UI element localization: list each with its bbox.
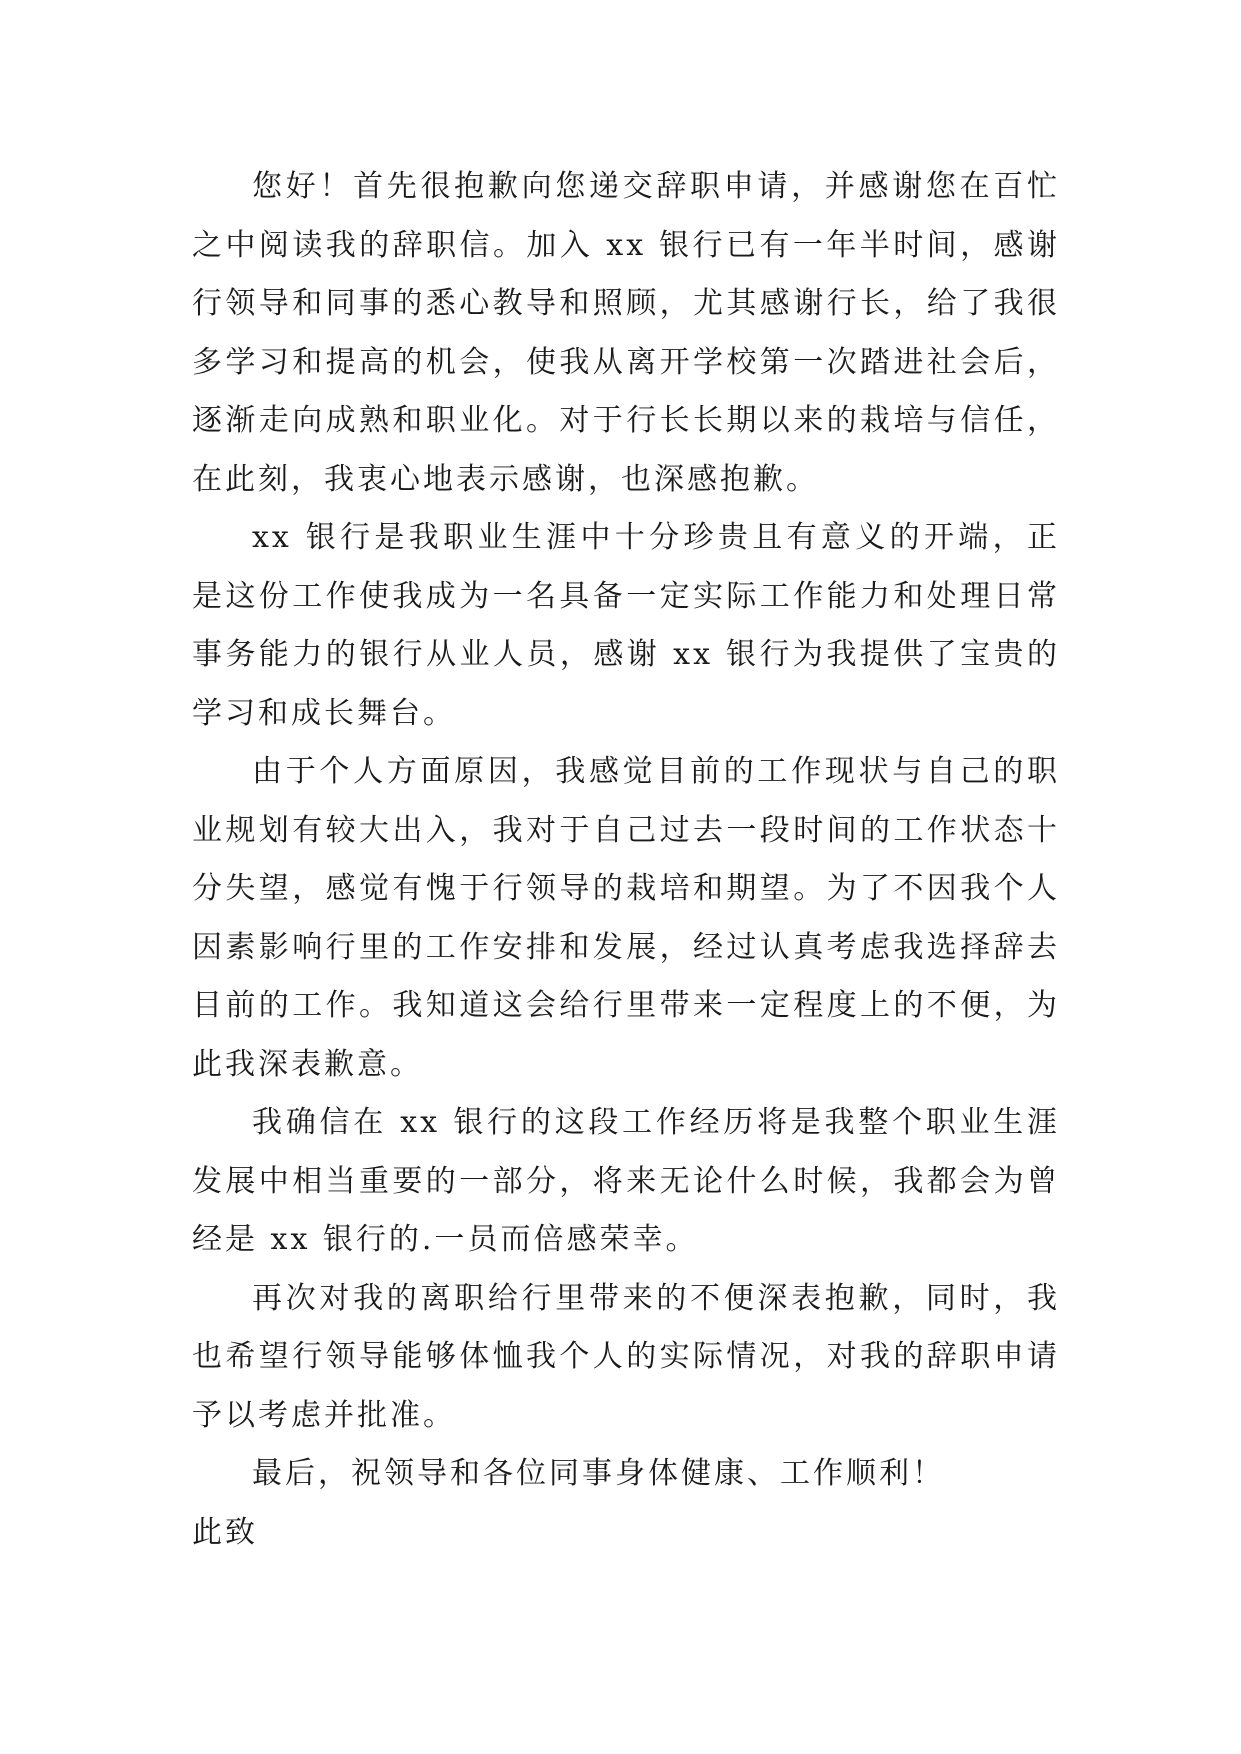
paragraph-reason: 由于个人方面原因，我感觉目前的工作现状与自己的职业规划有较大出入，我对于自己过去一段时间的工作状态十分失望，感觉有愧于行领导的栽培和期望。为了不因我个人因素影响行里的工作安排和发展，经过认真考虑我选择辞去目前的工作。我知道这会给行里带来一定程度上的不便，为此我深表歉意。 [192,754,1060,1082]
paragraph-greeting: 您好！首先很抱歉向您递交辞职申请，并感谢您在百忙之中阅读我的辞职信。加入 xx 银行已有一年半时间，感谢行领导和同事的悉心教导和照顾，尤其感谢行长，给了我很多学习和提高的机会，使我从离开学校第一次踏进社会后，逐渐走向成熟和职业化。对于行长长期以来的栽培与信任，在此刻，我衷心地表示感谢，也深感抱歉。 [192,169,1060,497]
resignation-letter-body [192,158,1060,1562]
paragraph-career-start: xx 银行是我职业生涯中十分珍贵且有意义的开端，正是这份工作使我成为一名具备一定实际工作能力和处理日常事务能力的银行从业人员，感谢 xx 银行为我提供了宝贵的学习和成长舞台。 [192,520,1060,731]
paragraph-gratitude: 我确信在 xx 银行的这段工作经历将是我整个职业生涯发展中相当重要的一部分，将来无论什么时候，我都会为曾经是 xx 银行的.一员而倍感荣幸。 [192,1105,1060,1257]
closing-salutation: 此致 [192,1514,258,1550]
paragraph-request: 再次对我的离职给行里带来的不便深表抱歉，同时，我也希望行领导能够体恤我个人的实际情况，对我的辞职申请予以考虑并批准。 [192,1280,1060,1433]
paragraph-wishes: 最后，祝领导和各位同事身体健康、工作顺利！ [252,1456,945,1491]
